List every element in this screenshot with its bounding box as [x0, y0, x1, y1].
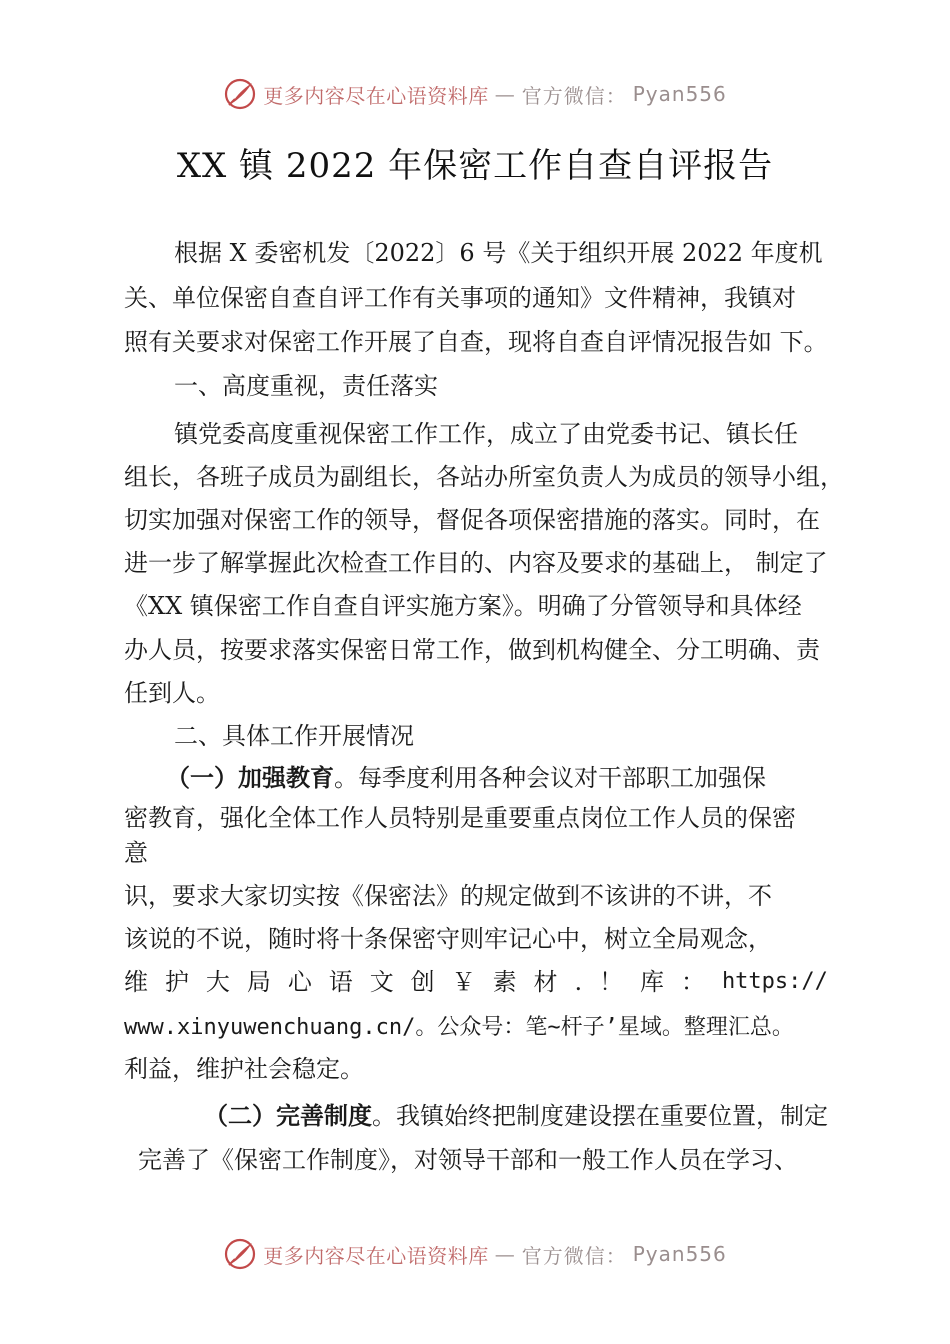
subsection-2-lead-text: 。我镇始终把制度建设摆在重要位置，制定	[372, 1102, 828, 1130]
paragraph-line: 镇党委高度重视保密工作工作，成立了由党委书记、镇长任	[174, 420, 798, 448]
spread-char: 护	[164, 968, 189, 996]
spread-text-line	[124, 967, 828, 997]
spread-char: .	[574, 968, 583, 996]
spread-char: 创	[410, 968, 435, 996]
header-watermark	[0, 74, 950, 114]
spread-char: ！	[599, 968, 624, 996]
spread-char: 材	[533, 968, 558, 996]
watermark-contact-id: Pyan556	[632, 1242, 727, 1266]
subsection-2-lead	[204, 1101, 828, 1131]
document-title: XX 镇 2022 年保密工作自查自评报告	[176, 146, 774, 186]
spread-char: ：	[680, 968, 705, 996]
watermark-contact-label: 官方微信：	[521, 1243, 627, 1268]
spread-char: 文	[369, 968, 394, 996]
spread-char: 局	[246, 968, 271, 996]
subsection-1-label: （一）加强教育	[166, 764, 334, 792]
spread-char: 维	[124, 968, 148, 996]
paragraph-line: 根据 X 委密机发〔2022〕6 号《关于组织开展 2022 年度机	[174, 239, 823, 267]
spread-char: 语	[328, 968, 353, 996]
paragraph-line: 关、单位保密自查自评工作有关事项的通知》文件精神，我镇对	[124, 284, 796, 312]
paragraph-line: 该说的不说，随时将十条保密守则牢记心中，树立全局观念，	[124, 925, 772, 953]
paragraph-line: 进一步了解掌握此次检查工作目的、内容及要求的基础上， 制定了	[124, 549, 828, 577]
subsection-2-label: （二）完善制度	[204, 1102, 372, 1130]
paragraph-line: 办人员，按要求落实保密日常工作，做到机构健全、分工明确、责	[124, 636, 820, 664]
watermark-contact-label: 官方微信：	[521, 83, 627, 108]
footer-watermark	[0, 1234, 950, 1274]
paragraph-line: 完善了《保密工作制度》，对领导干部和一般工作人员在学习、	[138, 1146, 798, 1174]
section-heading-2: 二、具体工作开展情况	[174, 722, 414, 750]
url-text: www.xinyuwenchuang.cn/。公众号：笔~杆子’星域。整理汇总。	[124, 1015, 794, 1040]
paragraph-line: 密教育，强化全体工作人员特别是重要重点岗位工作人员的保密	[124, 804, 796, 832]
paragraph-line: 组长，各班子成员为副组长，各站办所室负责人为成员的领导小组，	[124, 463, 844, 491]
spread-char: ￥	[451, 968, 476, 996]
paragraph-line: 识，要求大家切实按《保密法》的规定做到不该讲的不讲，不	[124, 882, 772, 910]
paragraph-line: 照有关要求对保密工作开展了自查，现将自查自评情况报告如 下。	[124, 328, 828, 356]
quill-logo-icon	[223, 77, 257, 111]
watermark-dash: —	[494, 82, 516, 106]
watermark-text: 更多内容尽在心语资料库	[263, 1243, 489, 1268]
spread-char: 大	[205, 968, 230, 996]
spread-url-fragment: https://	[721, 969, 828, 994]
watermark-text: 更多内容尽在心语资料库	[263, 83, 489, 108]
watermark-contact-id: Pyan556	[632, 82, 727, 106]
subsection-1-lead	[166, 763, 766, 793]
spread-char: 库	[640, 968, 665, 996]
spread-char: 素	[492, 968, 517, 996]
paragraph-line: 任到人。	[124, 679, 220, 707]
watermark-dash: —	[494, 1242, 516, 1266]
paragraph-line: 《XX 镇保密工作自查自评实施方案》。明确了分管领导和具体经	[124, 592, 802, 620]
paragraph-line: 切实加强对保密工作的领导，督促各项保密措施的落实。同时，在	[124, 506, 820, 534]
url-line	[124, 1011, 794, 1043]
subsection-1-lead-text: 。每季度利用各种会议对干部职工加强保	[334, 764, 766, 792]
paragraph-line: 意	[124, 839, 148, 867]
paragraph-line: 利益，维护社会稳定。	[124, 1055, 364, 1083]
section-heading-1: 一、高度重视，责任落实	[174, 372, 438, 400]
quill-logo-icon	[223, 1237, 257, 1271]
spread-char: 心	[287, 968, 312, 996]
